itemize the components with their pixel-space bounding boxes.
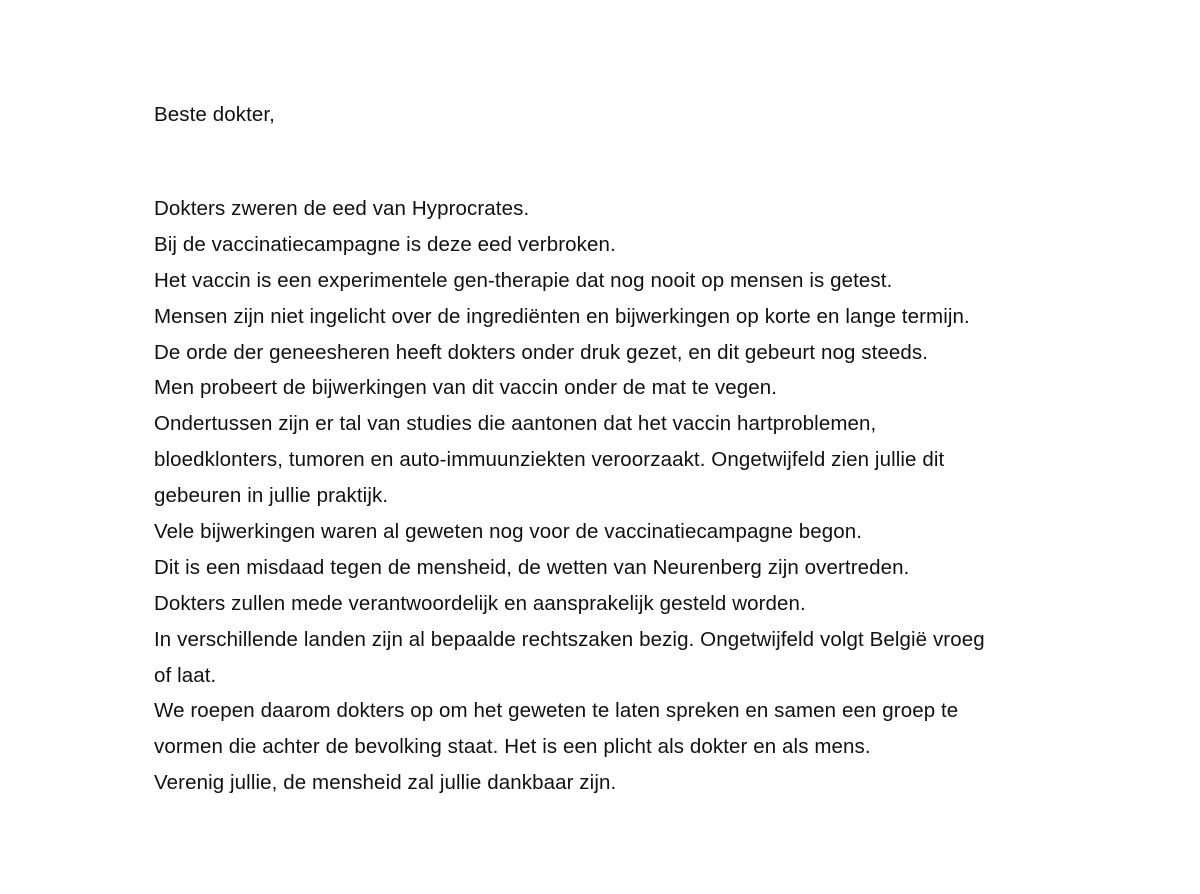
text-line: gebeuren in jullie praktijk. — [154, 484, 389, 508]
text-line: In verschillende landen zijn al bepaalde rechtszaken bezig. Ongetwijfeld volgt België vroeg — [154, 627, 985, 651]
text-line: De orde der geneesheren heeft dokters onder druk gezet, en dit gebeurt nog steeds. — [154, 340, 929, 364]
letter-body — [154, 97, 1154, 795]
text-line: Bij de vaccinatiecampagne is deze eed verbroken. — [154, 232, 616, 256]
text-line: Dit is een misdaad tegen de mensheid, de wetten van Neurenberg zijn overtreden. — [154, 555, 910, 579]
text-line: Ondertussen zijn er tal van studies die aantonen dat het vaccin hartproblemen, — [154, 412, 877, 436]
text-line: of laat. — [154, 663, 217, 687]
text-line: Het vaccin is een experimentele gen-therapie dat nog nooit op mensen is getest. — [154, 268, 893, 292]
text-line: We roepen daarom dokters op om het geweten te laten spreken en samen een groep te — [154, 699, 959, 723]
text-line: Mensen zijn niet ingelicht over de ingrediënten en bijwerkingen op korte en lange termijn. — [154, 304, 970, 328]
text-line: Dokters zweren de eed van Hyprocrates. — [154, 197, 530, 220]
text-line: Vele bijwerkingen waren al geweten nog voor de vaccinatiecampagne begon. — [154, 520, 863, 544]
letter-text — [154, 191, 1154, 801]
text-line: bloedklonters, tumoren en auto-immuunziekten veroorzaakt. Ongetwijfeld zien jullie dit — [154, 448, 945, 472]
text-line: vormen die achter de bevolking staat. Het is een plicht als dokter en als mens. — [154, 735, 871, 759]
text-line: Verenig jullie, de mensheid zal jullie dankbaar zijn. — [154, 771, 617, 795]
text-line: Dokters zullen mede verantwoordelijk en aansprakelijk gesteld worden. — [154, 591, 806, 615]
salutation: Beste dokter, — [154, 103, 275, 126]
text-line: Men probeert de bijwerkingen van dit vaccin onder de mat te vegen. — [154, 376, 778, 400]
